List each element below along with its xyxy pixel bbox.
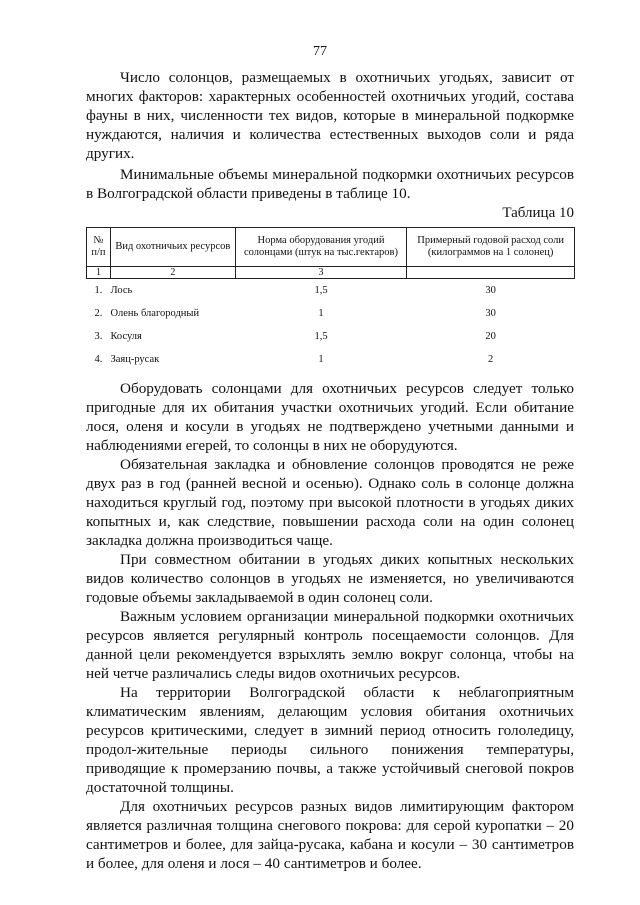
paragraph: Оборудовать солонцами для охотничьих ресурсов следует только пригодные для их обитания участки охотничьих угодий. Если обитание лося, оленя и косули в угодьях не подтверждено учетными данными и наблюдениями егерей, то солонцы в них не оборудуются. bbox=[86, 380, 574, 454]
paragraph: При совместном обитании в угодьях диких копытных нескольких видов количество солонцов в угодьях не изменяется, но увеличиваются годовые объемы закладываемой в один солонец соли. bbox=[86, 551, 574, 606]
page-number: 77 bbox=[313, 44, 327, 59]
row-number: 4. bbox=[94, 354, 103, 365]
table-row bbox=[87, 348, 575, 371]
paragraph: На территории Волгоградской области к неблагоприятным климатическим явлениям, делающим условия обитания охотничьих ресурсов критическими, следует в зимний период относить гололедицу, продол-жительные периоды сильного понижения температуры, приводящие к промерзанию почвы, а также устойчивый снеговой покров достаточной толщины. bbox=[86, 684, 574, 796]
paragraph: Число солонцов, размещаемых в охотничьих угодьях, зависит от многих факторов: характерных особенностей охотничьих угодий, состава фауны в них, численности тех видов, которые в минеральной подкормке нуждаются, наличия и количества естественных выходов соли и ряда других. bbox=[86, 69, 574, 162]
species-name: Олень благородный bbox=[110, 308, 200, 319]
paragraph: Обязательная закладка и обновление солонцов проводятся не реже двух раз в год (ранней весной и осенью). Однако соль в солонце должна находиться круглый год, поэтому при высокой плотности в угодьях диких копытных и, как следствие, повышении расхода соли на один солонец закладка должна производиться чаще. bbox=[86, 456, 574, 549]
column-number bbox=[407, 267, 575, 279]
column-number: 1 bbox=[87, 267, 111, 279]
salt-value: 20 bbox=[485, 331, 496, 342]
column-number: 2 bbox=[110, 267, 235, 279]
salt-value: 30 bbox=[485, 308, 496, 319]
norm-value: 1,5 bbox=[314, 285, 328, 296]
intro-text bbox=[86, 68, 574, 163]
norm-value: 1,5 bbox=[314, 331, 328, 342]
data-table bbox=[86, 227, 575, 371]
norm-value: 1 bbox=[318, 308, 324, 319]
table-caption: Таблица 10 bbox=[502, 205, 574, 221]
species-name: Лось bbox=[110, 285, 133, 296]
body-text bbox=[86, 379, 574, 873]
paragraph: Для охотничьих ресурсов разных видов лимитирующим фактором является различная толщина снегового покрова: для серой куропатки – 20 сантиметров и более, для зайца-русака, кабана и косули – 30 сантиметров и более, для оленя и лося – 40 сантиметров и более. bbox=[86, 798, 574, 872]
intro-text-2 bbox=[86, 165, 574, 203]
column-number: 3 bbox=[235, 267, 407, 279]
table-row bbox=[87, 302, 575, 325]
salt-value: 30 bbox=[485, 285, 496, 296]
table-row bbox=[87, 325, 575, 348]
row-number: 3. bbox=[94, 331, 103, 342]
row-number: 2. bbox=[94, 308, 103, 319]
table-header-cell: Вид охотничьих ресурсов bbox=[110, 228, 235, 267]
table-row bbox=[87, 279, 575, 303]
paragraph: Важным условием организации минеральной подкормки охотничьих ресурсов является регулярный контроль посещаемости солонцов. Для данной цели рекомендуется взрыхлять землю вокруг солонца, чтобы на ней четче различались следы видов охотничьих ресурсов. bbox=[86, 608, 574, 682]
table-header-cell: Примерный годовой расход соли (килограммов на 1 солонец) bbox=[407, 228, 575, 267]
species-name: Заяц-русак bbox=[110, 354, 160, 365]
table-header-cell: № п/п bbox=[87, 228, 111, 267]
norm-value: 1 bbox=[318, 354, 324, 365]
paragraph: Минимальные объемы минеральной подкормки охотничьих ресурсов в Волгоградской области приведены в таблице 10. bbox=[86, 166, 574, 202]
species-name: Косуля bbox=[110, 331, 142, 342]
table-header-cell: Норма оборудования угодий солонцами (штук на тыс.гектаров) bbox=[235, 228, 407, 267]
row-number: 1. bbox=[94, 285, 103, 296]
salt-value: 2 bbox=[488, 354, 494, 365]
